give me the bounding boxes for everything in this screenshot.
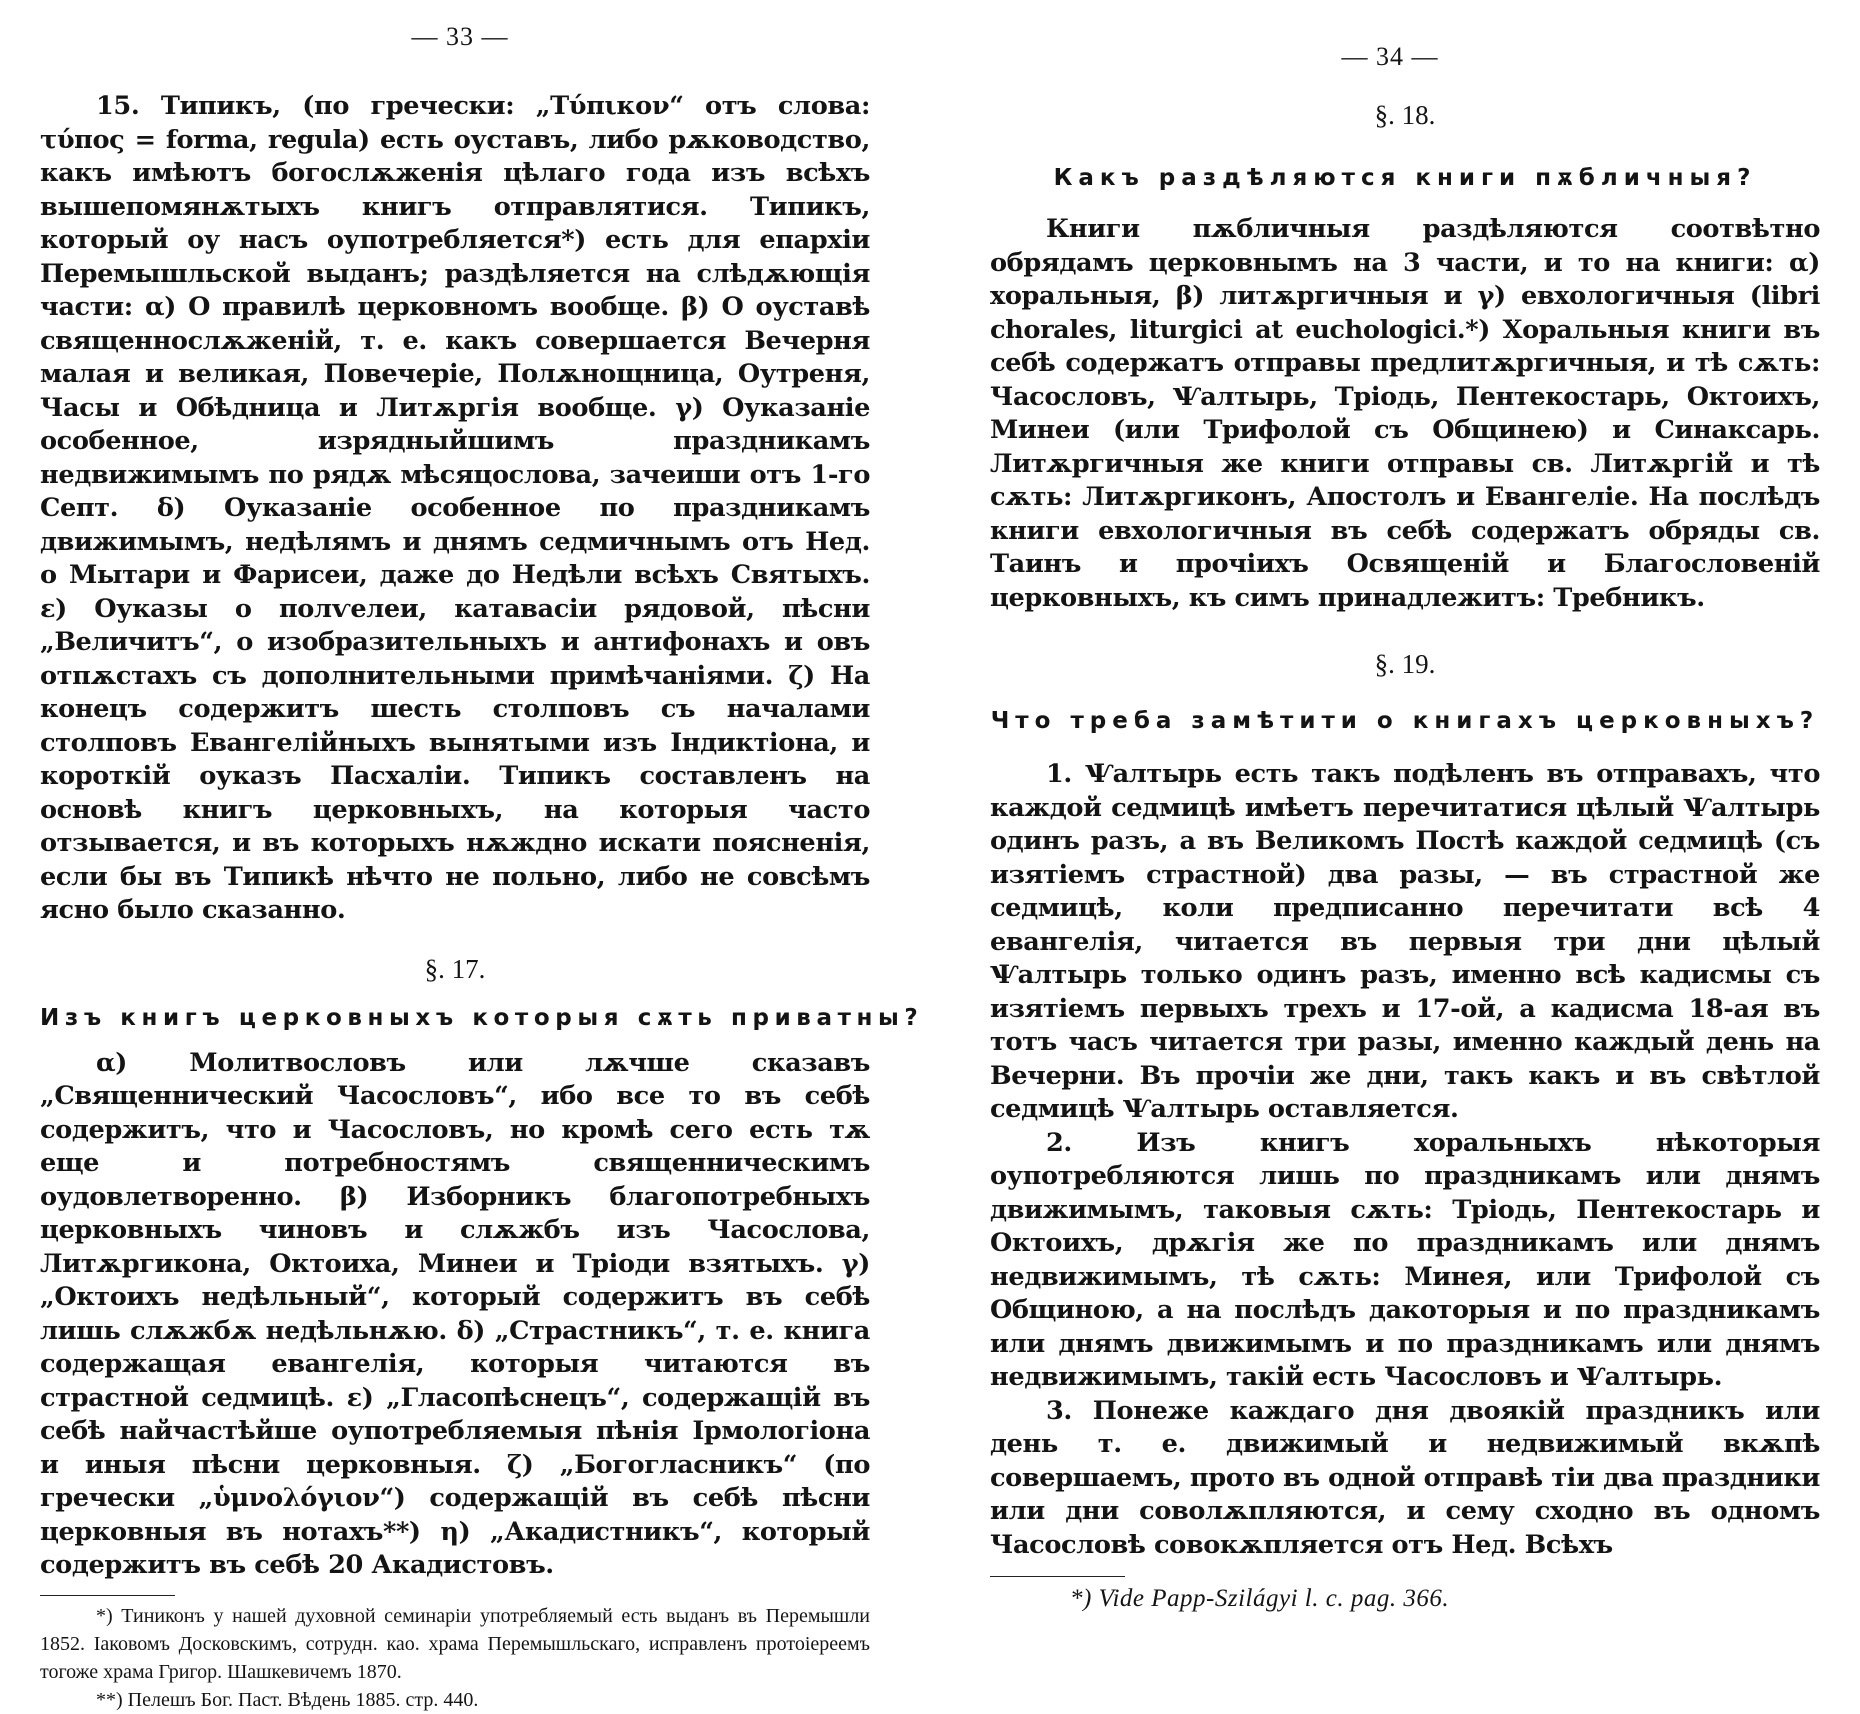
page-number: — 34 — (1341, 42, 1439, 71)
section-18-heading: §. 18. (1374, 100, 1436, 130)
section-17-heading: §. 17. (424, 953, 486, 984)
footnote-rule (40, 1595, 175, 1596)
section-19-heading: §. 19. (1374, 649, 1436, 679)
paragraph-3: 3. Понеже каждаго дня двоякій праздникъ или день т. е. движимый и недвижимый вкѫпѣ совершаемъ, прото въ одной отправѣ тіи два праздники или дни соволѫпляются, и сему сходно въ одномъ Часословѣ совокѫпляется отъ Нед. Всѣхъ (990, 1395, 1820, 1560)
footnote-rule (990, 1576, 1125, 1577)
paragraph-15: 15. Типикъ, (по гречески: „Τύπικον“ отъ слова: τύπος = forma, regula) есть оуставъ, либо рѫководство, какъ имѣютъ богослѫженія цѣлаго года изъ всѣхъ вышепомянѫтыхъ книгъ отправлятися. Типикъ, который оу насъ оупотребляется*) есть для епархіи Перемышльской выданъ; раздѣляется на слѣдѫющія части: α) О правилѣ церковномъ вообще. β) О оуставѣ священнослѫженій, т. е. какъ совершается Вечерня малая и великая, Повечеріе, Полѫнощница, Оутреня, Часы и Обѣдница и Литѫргія вообще. γ) Оуказаніе особенное, изрядныйшимъ праздникамъ недвижимымъ по рядѫ мѣсяцослова, зачеиши отъ 1-го Септ. δ) Оуказаніе особенное по праздникамъ движимымъ, недѣлямъ и днямъ седмичнымъ отъ Нед. о Мытари и Фарисеи, даже до Недѣли всѣхъ Святыхъ. ε) Оуказы о полѵелеи, катавасіи рядовой, пѣсни „Величитъ“, о изобразительныхъ и антифонахъ и овъ отпѫстахъ съ дополнительными примѣчаніями. ζ) На конецъ содержитъ шесть столповъ съ началами столповъ Евангелійныхъ вынятыми изъ Індиктіона, и короткій оуказъ Пасхаліи. Типикъ составленъ на основѣ книгъ церковныхъ, на которыя часто отзывается, и въ которыхъ нѫждно искати поясненія, если бы въ Типикѣ нѣчто не польно, либо не совсѣмъ ясно было сказанно. (40, 91, 870, 925)
paragraph-2: 2. Изъ книгъ хоральныхъ нѣкоторыя оупотребляются лишь по праздникамъ или днямъ движимымъ, таковыя сѫть: Тріодь, Пентекостарь и Октоихъ, дрѫгія же по праздникамъ или днямъ недвижимымъ, тѣ сѫть: Минея, или Трифолой съ Общиною, а на послѣдъ дакоторыя и по праздникамъ или днямъ движимымъ и по праздникамъ или днямъ недвижимымъ, такій есть Часословъ и Ѱалтырь. (990, 1127, 1820, 1392)
left-page-content (40, 90, 924, 1714)
footnote-1: *) Тиниконъ у нашей духовной семинаріи употребляемый есть выданъ въ Перемышли 1852. Іаковомъ Досковскимъ, сотрудн. као. храма Перемышльскаго, исправленъ протоіереемъ тогоже храма Григор. Шашкевичемъ 1870. (40, 1604, 870, 1683)
section-19-question: Что треба замѣтити о книгахъ церковныхъ? (990, 708, 1820, 734)
footnote-2: **) Пелешъ Бог. Паст. Вѣдень 1885. стр. 440. (96, 1688, 479, 1711)
section-18-text: Книги пѫбличныя раздѣляются соотвѣтно обрядамъ церковнымъ на 3 части, и то на книги: α) хоральныя, β) литѫргичныя и γ) евхологичныя (libri chorales, liturgici at euchologici.*) Хоральныя книги въ себѣ содержатъ отправы предлитѫргичныя, и тѣ сѫть: Часословъ, Ѱалтырь, Тріодь, Пентекостарь, Октоихъ, Минеи (или Трифолой съ Общинею) и Синаксарь. Литѫргичныя же книги отправы св. Литѫргій и тѣ сѫть: Литѫргиконъ, Апостолъ и Евангеліе. На послѣдъ книги евхологичныя въ себѣ содержатъ обряды св. Таинъ и прочіихъ Освященій и Благословеній церковныхъ, къ симъ принадлежитъ: Требникъ. (990, 214, 1820, 613)
section-18-question: Какъ раздѣляются книги пѫбличныя? (1053, 165, 1757, 191)
section-17-text: α) Молитвословъ или лѫчше сказавъ „Священнический Часословъ“, ибо все то въ себѣ содержитъ, что и Часословъ, но кромѣ сего есть тѫ еще и потребностямъ священническимъ оудовлетворенно. β) Изборникъ благопотребныхъ церковныхъ чиновъ и слѫжбъ изъ Часослова, Литѫргикона, Октоиха, Минеи и Тріоди взятыхъ. γ) „Октоихъ недѣльный“, который содержитъ въ себѣ лишь слѫжбѫ недѣльнѫю. δ) „Страстникъ“, т. е. книга содержащая евангелія, которыя читаются въ страстной седмицѣ. ε) „Гласопѣснецъ“, содержащій въ себѣ найчастѣйше оупотребляемыя пѣнія Ірмологіона и иныя пѣсни церковныя. ζ) „Богогласникъ“ (по гречески „ὑμνολόγιον“) содержащій въ себѣ пѣсни церковныя въ нотахъ**) η) „Акадистникъ“, который содержитъ въ себѣ 20 Акадистовъ. (40, 1047, 870, 1580)
footnote: *) Vide Papp-Szilágyi l. c. pag. 366. (1070, 1585, 1450, 1612)
right-page-content (990, 100, 1820, 1613)
paragraph-1: 1. Ѱалтырь есть такъ подѣленъ въ отправахъ, что каждой седмицѣ имѣетъ перечитатися цѣлый Ѱалтырь одинъ разъ, а въ Великомъ Постѣ каждой седмицѣ (съ изятіемъ страстной) два разы, — въ страстной же седмицѣ, коли предписанно перечитати всѣ 4 евангелія, читается въ первыя три дни цѣлый Ѱалтырь только одинъ разъ, именно всѣ кадисмы съ изятіемъ первыхъ трехъ и 17-ой, а кадисма 18-ая въ тотъ часъ читается три разы, именно каждый день на Вечерни. Въ прочіи же дни, такъ какъ и въ свѣтлой седмицѣ Ѱалтырь оставляется. (990, 759, 1820, 1124)
section-17-question: Изъ книгъ церковныхъ которыя сѫть приватны? (40, 1004, 924, 1031)
page-number: — 33 — (411, 22, 509, 51)
